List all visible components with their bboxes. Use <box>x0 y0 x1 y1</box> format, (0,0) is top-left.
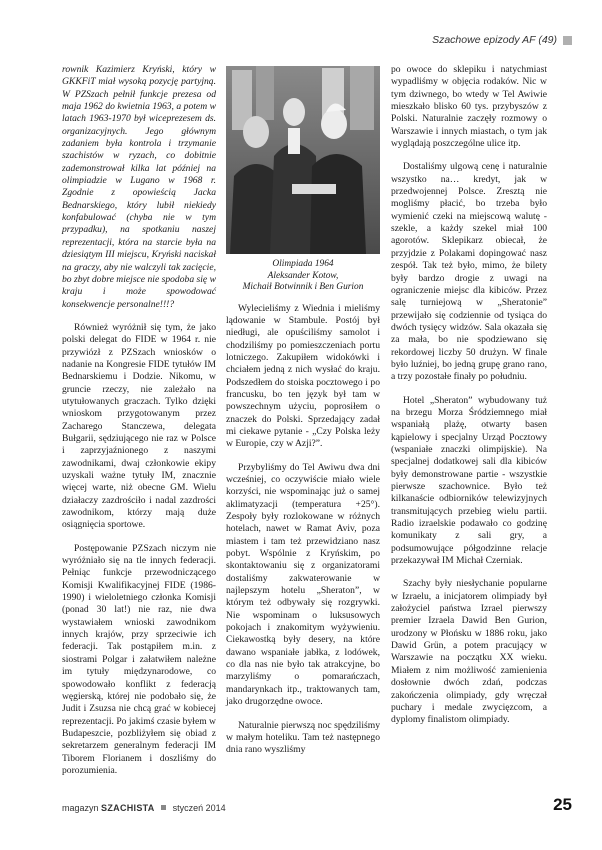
paragraph: Hotel „Sheraton” wybudowany tuż na brzegu Morza Śródziemnego miał wspaniałą plażę, otwarty basen kąpielowy i specjalny Urząd Pocztowy (wspaniałe znaczki olimpijskie). Na specjalnej dodatkowej sali dla kibiców były demonstrowane partie - wszystkie pierwsze szachownice. Było też kilkanaście odbiorników telewizyjnych transmitujących przebieg wielu partii. Radio izraelskie podawało co godzinę komunikaty z sali gry, a podsumowujące półgodzinne relacje przekazywał IM Michał Czerniak. <box>391 394 547 567</box>
running-header <box>432 34 572 46</box>
caption-line: Olimpiada 1964 <box>272 259 334 269</box>
issue-date: styczeń 2014 <box>172 803 226 813</box>
paragraph: Również wyróżnił się tym, że jako polski delegat do FIDE w 1964 r. nie przywiózł z PZSzach wniosków o nadanie na Kongresie FIDE tytułów IM Bednarskiemu i Dodzie. Nikomu, w gruncie rzeczy, nie zależało na utytułowanych graczach. Tylko dzięki wnioskom przygotowanym przez Zacharego Stanczewa, delegata Bułgarii, sędziującego nie raz w Polsce i zaprzyjaźnionego z naszymi zawodnikami, dwaj członkowie ekipy uzyskali ważne tytuły IM, znacznie więcej warte, niż obecne GM. Wielu działaczy zazdrościło i nadal zazdrości zawodnikom, którzy mają duże osiągnięcia sportowe. <box>62 321 216 531</box>
separator-square-icon <box>161 805 166 810</box>
archival-photo <box>226 66 380 254</box>
magazine-name: SZACHISTA <box>101 803 155 813</box>
paragraph: Dostaliśmy ulgową cenę i naturalnie wszystko na… kredyt, jak w przedwojennej Polsce. Zresztą nie mogliśmy płacić, bo trzeba było wymienić czeki na miejscową walutę - szekle, a każdy szekel miał 100 agorotów. Sklepikarz obiecał, że przyjdzie z Polakami dopingować nasz zespół. Tak też było, mimo, że bilety były bardzo drogie z uwagi na ograniczenie miejsc dla kibiców. Przez salę turniejową w „Sheratonie” przewijało się codziennie od tysiąca do dwóch tysięcy widzów. Sala okazała się za mała, bo nie spodziewano się rekordowej liczby 50 drużyn. W finale było luźniej, bo jedną grupę grano rano, a trzy pozostałe finały po południu. <box>391 161 547 383</box>
column-1 <box>62 64 216 777</box>
header-square-icon <box>563 36 572 45</box>
paragraph: Szachy były niesłychanie popularne w Izraelu, a inicjatorem olimpiady był założyciel państwa Izrael pierwszy premier Izraela Dawid Ben Gurion, urodzony w Płońsku w 1886 roku, jako Dawid Grün, a potem pracujący w Warszawie na początku XX wieku. Miałem z nim możliwość zamienienia dosłownie dwóch zdań, podczas zakończenia olimpiady, gdy wręczał puchary i medale zwycięzcom, a dyplomy finalistom olimpiady. <box>391 578 547 726</box>
page-number: 25 <box>553 795 572 814</box>
paragraph <box>62 64 216 311</box>
running-header-title: Szachowe epizody AF (49) <box>432 34 557 46</box>
magazine-credit <box>62 803 226 813</box>
photo-image <box>226 66 380 254</box>
paragraph: Wylecieliśmy z Wiednia i mieliśmy lądowanie w Stambule. Postój był niedługi, ale opuściliśmy samolot i chodziliśmy po pomieszczeniach portu lotniczego. Zakupiłem widokówki i chciałem jedną z nich wysłać do kraju. Podszedłem do stoiska pocztowego i po francusku, bo ten język był tam w powszechnym użyciu, poprosiłem o znaczek do Polski. Sprzedający zadał mi ciekawe pytanie - „Czy Polska leży w Europie, czy w Azji?”. <box>226 302 380 450</box>
paragraph: Przybyliśmy do Tel Awiwu dwa dni wcześniej, co oczywiście miało wiele korzyści, nie wspominając już o samej aklimatyzacji (temperatura +25°). Zespoły były rozlokowane w różnych hotelach, nawet w Ramat Aviv, poza miastem i tam też przewidziano nasz pobyt. Wspólnie z Kryńskim, po skontaktowaniu się z organizatorami dostaliśmy zakwaterowanie w najlepszym hotelu „Sheraton”, w którym też odbywały się rozgrywki. Nie wspominam o luksusowych pokojach i znakomitym wyżywieniu. Ciekawostką były desery, na które dawano wspaniałe jabłka, z lodówek, co dla nas nie było tak atrakcyjne, bo marzyliśmy o pomarańczach, mandarynkach itp., traktowanych tam, jako drugorzędne owoce. <box>226 461 380 708</box>
paragraph: po owoce do sklepiku i natychmiast wypadliśmy w objęcia rodaków. Nic w tym dziwnego, bo wtedy w Tel Awiwie mieszkało blisko 60 tys. przybyszów z Polski. Naturalnie zaczęły rozmowy o Warszawie i innych miastach, o tym jak wyglądają poszczególne ulice itp. <box>391 64 547 150</box>
paragraph: Postępowanie PZSzach niczym nie wyróżniało się na tle innych federacji. Pełniąc funkcje przewodniczącego Komisji Kwalifikacyjnej FIDE (1986-1990) i wieloletniego członka Komisji (ponad 30 lat!) nie raz, nie dwa wystawiałem wnioski zawodnikom innych krajów, przy sprzeciwie ich federacji. Tak postąpiłem m.in. z siostrami Polgar i załatwiłem należne im tytuły międzynarodowe, co spowodowało konflikt z federacją węgierską, której nie podobało się, że Judit i Zsuzsa nie chcą grać w kobiecej reprezentacji. Po jakimś czasie byłem w Budapeszcie, pozbliżyłem się obiad z sekretarzem generalnym federacji IM Tiborem Florianem i doszliśmy do porozumienia. <box>62 542 216 776</box>
magazine-prefix: magazyn <box>62 803 99 813</box>
photo-caption <box>226 259 380 294</box>
column-3 <box>391 64 547 727</box>
caption-line: Aleksander Kotow, <box>267 270 339 281</box>
column-2 <box>226 64 380 757</box>
paragraph: Naturalnie pierwszą noc spędziliśmy w małym hoteliku. Tam też następnego dnia rano wyszliśmy <box>226 719 380 756</box>
paragraph-text: rownik Kazimierz Kryński, który w GKKFiT miał wysoką pozycję partyjną. W PZSzach pełnił funkcje prezesa od maja 1962 do kwietnia 1963, a potem w latach 1963-1970 był wiceprezesem ds. organizacyjnych. Jego głównym zadaniem była kontrola i trzymanie szachistów w ryzach, co dobitnie zademonstrował kilka lat później na olimpiadzie w Lugano w 1968 r. Zgodnie z opowieścią Jacka Bednarskiego, który lubił niekiedy konfabulować (chyba nie w tym przypadku), na spotkaniu naszej reprezentacji, która na starcie była na dziesiątym III miejscu, Kryński naciskał na graczy, aby nie walczyli tak zacięcie, bo zbyt dobre miejsce nie spodoba się w kraju i może spowodować konsekwencje personalne!!!? <box>62 64 216 310</box>
caption-line: Michaił Botwinnik i Ben Gurion <box>242 282 364 292</box>
